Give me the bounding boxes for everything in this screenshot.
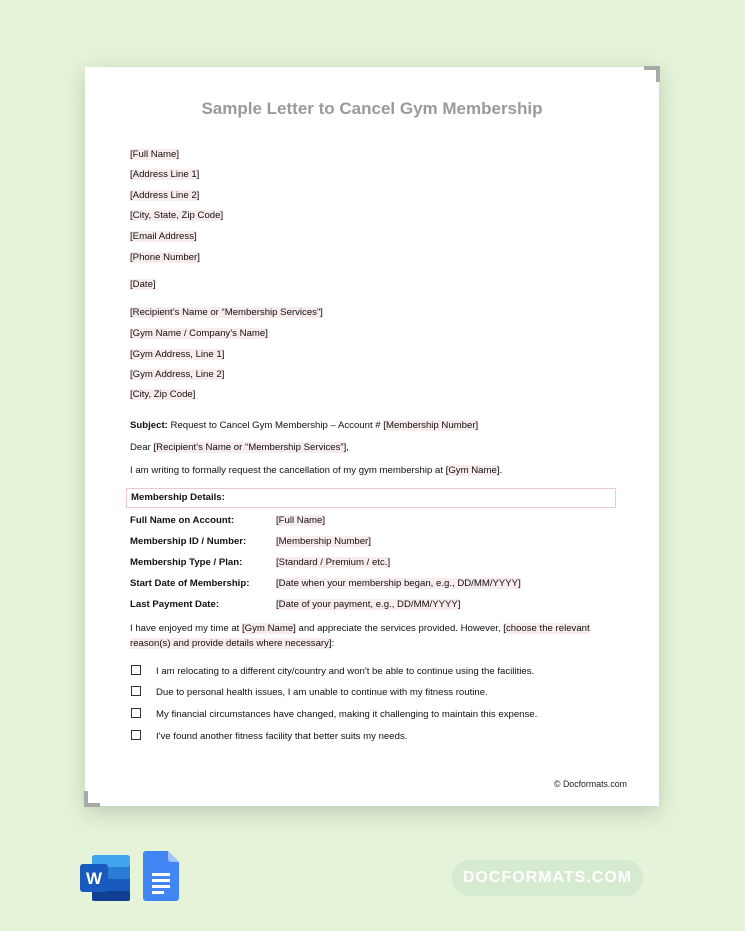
page-title: Sample Letter to Cancel Gym Membership (201, 99, 543, 118)
reason-option-label: Due to personal health issues, I am unable to continue with my fitness routine. (156, 687, 488, 698)
detail-key: Membership ID / Number: (130, 536, 247, 547)
subject-line (130, 419, 478, 433)
checkbox[interactable] (131, 665, 141, 675)
detail-key: Start Date of Membership: (130, 578, 250, 589)
recipient-name: [Recipient’s Name or “Membership Services”] (130, 307, 323, 318)
sender-email: [Email Address] (130, 231, 197, 242)
greeting-suffix: , (346, 442, 349, 453)
detail-value: [Date when your membership began, e.g., DD/MM/YYYY] (276, 578, 521, 589)
detail-key: Membership Type / Plan: (130, 557, 243, 568)
detail-value: [Standard / Premium / etc.] (276, 557, 391, 568)
detail-key: Full Name on Account: (130, 515, 235, 526)
detail-value: [Membership Number] (276, 536, 371, 547)
reason-text-2: and appreciate the services provided. However, (295, 623, 504, 634)
intro-suffix: . (499, 465, 503, 476)
reason-placeholder-gym: [Gym Name] (241, 623, 296, 634)
membership-details-heading: Membership Details: (131, 492, 225, 503)
reason-option-label: My financial circumstances have changed, making it challenging to maintain this expense. (156, 709, 538, 720)
checkbox[interactable] (131, 686, 141, 696)
reason-paragraph (130, 621, 610, 651)
recipient-company: [Gym Name / Company’s Name] (130, 328, 268, 339)
greeting-line (130, 441, 349, 455)
subject-placeholder: [Membership Number] (383, 420, 479, 431)
recipient-address-2: [Gym Address, Line 2] (130, 369, 225, 380)
detail-key: Last Payment Date: (130, 599, 220, 610)
subject-text: Request to Cancel Gym Membership – Account # (167, 420, 384, 431)
copyright-notice: © Docformats.com (554, 779, 627, 789)
intro-text: I am writing to formally request the cancellation of my gym membership at (130, 465, 446, 476)
reason-option[interactable] (131, 687, 488, 698)
docformats-badge[interactable]: DOCFORMATS.COM (451, 859, 644, 897)
detail-value: [Full Name] (276, 515, 326, 526)
reason-suffix: : (331, 638, 335, 649)
intro-placeholder: [Gym Name] (445, 465, 500, 476)
subject-label: Subject: (130, 420, 168, 431)
reason-placeholder-choose: [choose the relevant reason(s) and provide details where necessary] (130, 623, 590, 649)
membership-details-header (126, 488, 616, 508)
reason-option[interactable] (131, 731, 407, 742)
checkbox[interactable] (131, 730, 141, 740)
detail-value: [Date of your payment, e.g., DD/MM/YYYY] (276, 599, 461, 610)
svg-text:W: W (85, 869, 103, 888)
sender-address-1: [Address Line 1] (130, 169, 200, 180)
recipient-address-1: [Gym Address, Line 1] (130, 349, 225, 360)
recipient-city: [City, Zip Code] (130, 389, 196, 400)
sender-phone: [Phone Number] (130, 252, 200, 263)
corner-mark (84, 791, 100, 807)
corner-mark (644, 66, 660, 82)
sender-city: [City, State, Zip Code] (130, 210, 224, 221)
sender-full-name: [Full Name] (130, 149, 180, 160)
letter-date: [Date] (130, 279, 156, 290)
intro-line (130, 464, 502, 478)
google-docs-icon[interactable] (143, 851, 179, 901)
reason-option[interactable] (131, 709, 537, 720)
reason-option-label: I've found another fitness facility that better suits my needs. (156, 731, 408, 742)
reason-option[interactable] (131, 666, 534, 677)
word-icon[interactable] (80, 853, 132, 903)
sender-address-2: [Address Line 2] (130, 190, 200, 201)
checkbox[interactable] (131, 708, 141, 718)
letter-page (85, 67, 659, 806)
greeting-placeholder: [Recipient’s Name or “Membership Services”] (153, 442, 347, 453)
greeting-prefix: Dear (130, 442, 154, 453)
reason-text-1: I have enjoyed my time at (130, 623, 242, 634)
reason-option-label: I am relocating to a different city/country and won't be able to continue using the facilities. (156, 666, 535, 677)
